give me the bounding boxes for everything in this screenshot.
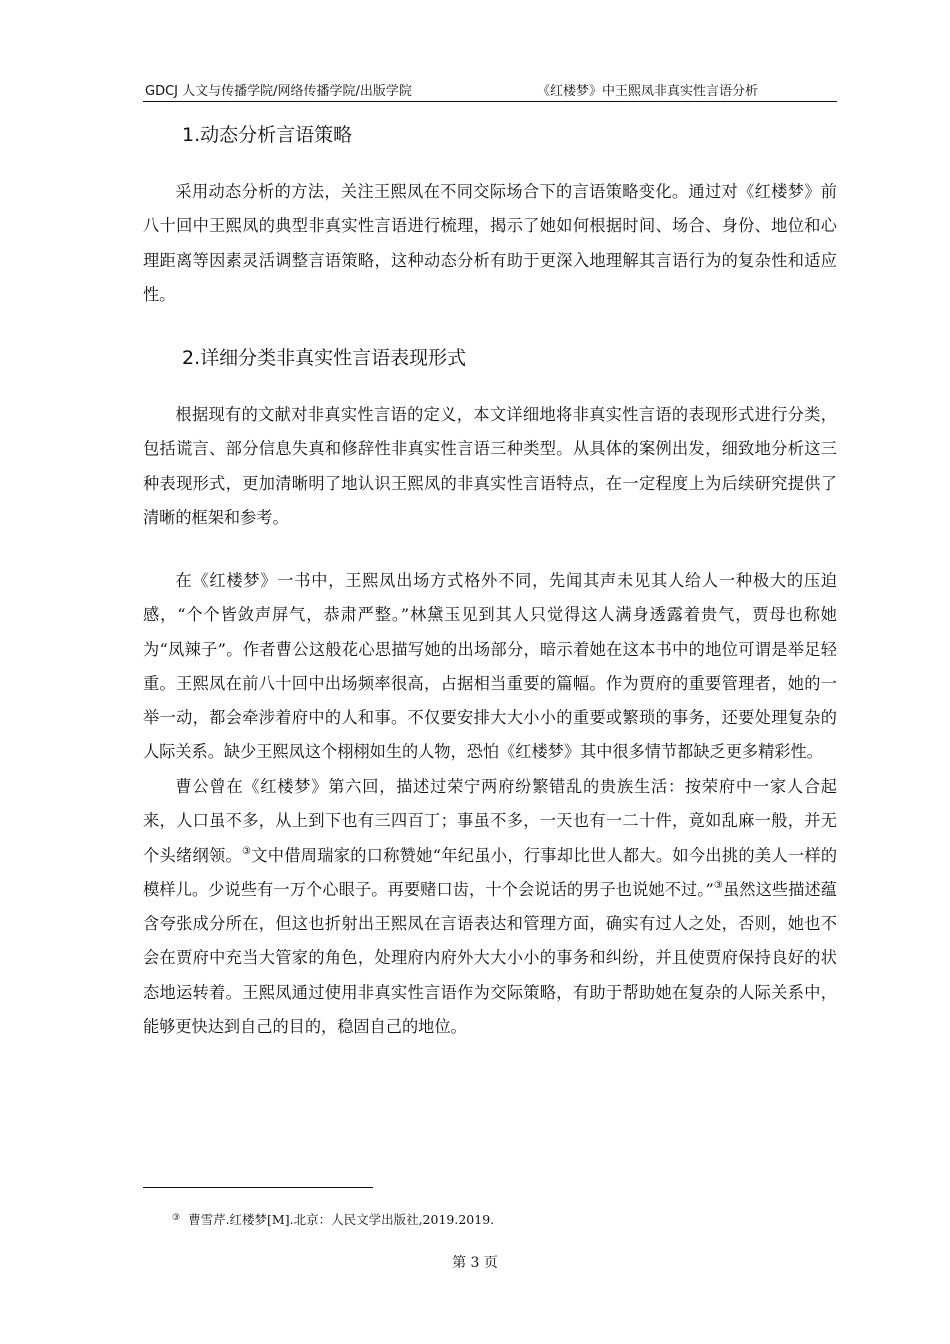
section-heading-2: 2.详细分类非真实性言语表现形式 — [182, 347, 467, 369]
paragraph-4-text-c: 虽然这些描述蕴含夸张成分所在，但这也折射出王熙凤在言语表达和管理方面，确实有过人之处，否则，她也不会在贾府中充当大管家的角色，处理府内府外大大小小的事务和纠纷，并且使贾府保持良好的状态地运转着。王熙凤通过使用非真实性言语作为交际策略，有助于帮助她在复杂的人际关系中，能够更快达到自己的目的，稳固自己的地位。 — [143, 879, 837, 1037]
footnote-reference-1[interactable]: ③ — [242, 845, 252, 857]
section-heading-1: 1.动态分析言语策略 — [182, 124, 353, 146]
body-paragraph-4 — [143, 770, 837, 1044]
section-1-paragraph: 采用动态分析的方法，关注王熙凤在不同交际场合下的言语策略变化。通过对《红楼梦》前八十回中王熙凤的典型非真实性言语进行梳理，揭示了她如何根据时间、场合、身份、地位和心理距离等因素灵活调整言语策略，这种动态分析有助于更深入地理解其言语行为的复杂性和适应性。 — [143, 182, 837, 304]
paragraph-4-text-b: 文中借周瑞家的口称赞她“年纪虽小，行事却比世人都大。如今出挑的美人一样的模样儿。少说些有一万个心眼子。再要赌口齿，十个会说话的男子也说她不过。” — [143, 845, 838, 899]
header-divider — [143, 101, 837, 102]
header-institution: GDCJ 人文与传播学院/网络传播学院/出版学院 — [145, 84, 412, 99]
footnote-divider — [143, 1187, 373, 1188]
page-header — [145, 78, 837, 100]
page-number: 第 3 页 — [452, 1255, 498, 1271]
paragraph-4-text-a: 曹公曾在《红楼梦》第六回，描述过荣宁两府纷繁错乱的贵族生活：按荣府中一家人合起来，人口虽不多，从上到下也有三四百丁；事虽不多，一天也有一二十件，竟如乱麻一般，并无个头绪纲领。 — [143, 777, 837, 865]
footnote-reference-2[interactable]: ③ — [713, 879, 723, 891]
footnote-text: 曹雪芹.红楼梦[M].北京：人民文学出版社,2019.2019. — [188, 1212, 495, 1227]
footnote-marker: ③ — [172, 1213, 181, 1223]
body-paragraph-3: 在《红楼梦》一书中，王熙凤出场方式格外不同，先闻其声未见其人给人一种极大的压迫感，“个个皆敛声屏气，恭肃严整。”林黛玉见到其人只觉得这人满身透露着贵气，贾母也称她为“凤辣子”。作者曹公这般花心思描写她的出场部分，暗示着她在这本书中的地位可谓是举足轻重。王熙凤在前八十回中出场频率很高，占据相当重要的篇幅。作为贾府的重要管理者，她的一举一动，都会牵涉着府中的人和事。不仅要安排大大小小的重要或繁琐的事务，还要处理复杂的人际关系。缺少王熙凤这个栩栩如生的人物，恐怕《红楼梦》其中很多情节都缺乏更多精彩性。 — [143, 571, 837, 762]
footnote — [172, 1210, 494, 1228]
header-title: 《红楼梦》中王熙凤非真实性言语分析 — [537, 84, 759, 99]
section-2-paragraph: 根据现有的文献对非真实性言语的定义，本文详细地将非真实性言语的表现形式进行分类，包括谎言、部分信息失真和修辞性非真实性言语三种类型。从具体的案例出发，细致地分析这三种表现形式，更加清晰明了地认识王熙凤的非真实性言语特点，在一定程度上为后续研究提供了清晰的框架和参考。 — [143, 405, 837, 527]
